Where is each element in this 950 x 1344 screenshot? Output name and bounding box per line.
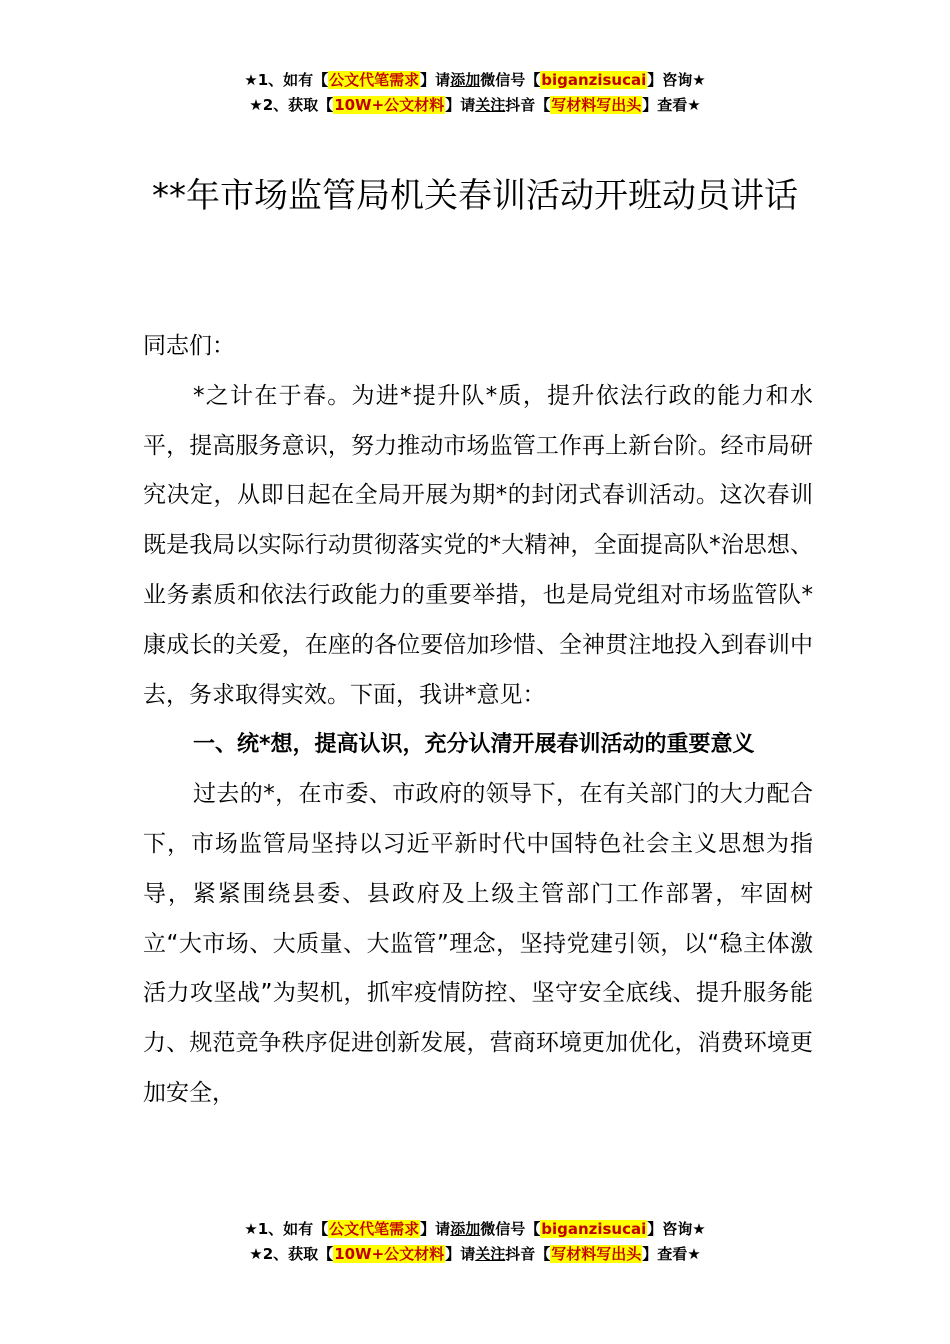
banner-highlight: 10W+公文材料 [334, 1245, 445, 1263]
section-heading: 一、统*想，提高认识，充分认清开展春训活动的重要意义 [193, 732, 755, 758]
banner-highlight: 10W+公文材料 [334, 96, 445, 114]
banner-highlight: 写材料写出头 [551, 1245, 642, 1263]
banner-highlight: 公文代笔需求 [329, 71, 420, 89]
document-title: **年市场监管局机关春训活动开班动员讲话 [152, 176, 798, 216]
banner-highlight: 写材料写出头 [551, 96, 642, 114]
banner-highlight: biganzisucai [541, 71, 647, 89]
banner-line-1: ★1、如有【公文代笔需求】请添加微信号【biganzisucai】咨询★ [244, 1220, 706, 1238]
banner-line-2: ★2、获取【10W+公文材料】请关注抖音【写材料写出头】查看★ [249, 1245, 701, 1263]
salutation: 同志们： [143, 333, 235, 359]
paragraph: 过去的*，在市委、市政府的领导下，在有关部门的大力配合下，市场监管局坚持以习近平新时代中国特色社会主义思想为指导，紧紧围绕县委、县政府及上级主管部门工作部署，牢固树立“大市场、大质量、大监管”理念，坚持党建引领，以“稳主体激活力攻坚战”为契机，抓牢疫情防控、坚守安全底线、提升服务能力、规范竞争秩序促进创新发展，营商环境更加优化，消费环境更加安全， [143, 781, 813, 1106]
banner-line-1: ★1、如有【公文代笔需求】请添加微信号【biganzisucai】咨询★ [244, 71, 706, 89]
header-banner [0, 68, 950, 118]
banner-line-2: ★2、获取【10W+公文材料】请关注抖音【写材料写出头】查看★ [249, 96, 701, 114]
banner-highlight: 公文代笔需求 [329, 1220, 420, 1238]
footer-banner [0, 1217, 950, 1267]
document-body [143, 322, 813, 1119]
banner-highlight: biganzisucai [541, 1220, 647, 1238]
paragraph: *之计在于春。为进*提升队*质，提升依法行政的能力和水平，提高服务意识，努力推动市场监管工作再上新台阶。经市局研究决定，从即日起在全局开展为期*的封闭式春训活动。这次春训既是我局以实际行动贯彻落实党的*大精神，全面提高队*治思想、业务素质和依法行政能力的重要举措，也是局党组对市场监管队*康成长的关爱，在座的各位要倍加珍惜、全神贯注地投入到春训中去，务求取得实效。下面，我讲*意见： [143, 382, 813, 708]
